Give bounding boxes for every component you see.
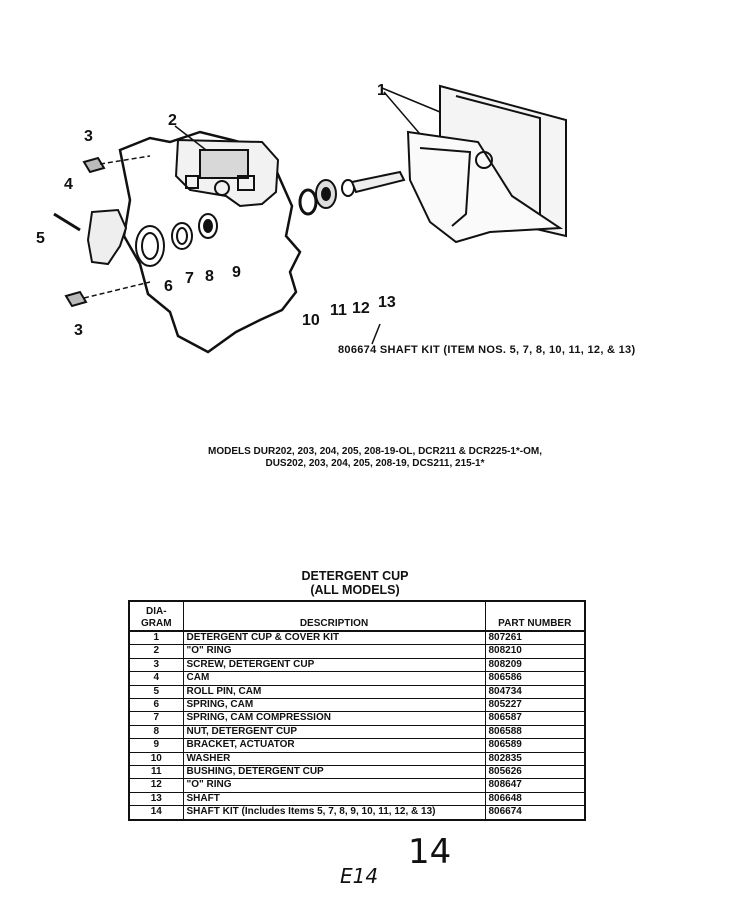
cell-desc: SPRING, CAM COMPRESSION (183, 712, 485, 725)
cell-num: 5 (129, 685, 183, 698)
cell-part: 804734 (485, 685, 585, 698)
cell-desc: CAM (183, 672, 485, 685)
cell-desc: SPRING, CAM (183, 699, 485, 712)
cell-part: 808210 (485, 645, 585, 658)
table-row (129, 699, 585, 712)
cam-part (88, 210, 126, 264)
cell-desc: ROLL PIN, CAM (183, 685, 485, 698)
table-row (129, 806, 585, 820)
table-row (129, 672, 585, 685)
cell-part: 806589 (485, 739, 585, 752)
cell-desc: "O" RING (183, 779, 485, 792)
cell-desc: SCREW, DETERGENT CUP (183, 658, 485, 671)
shaft-kit-note: 806674 SHAFT KIT (ITEM NOS. 5, 7, 8, 10, 11, 12, & 13) (338, 344, 636, 356)
callout-8: 8 (205, 268, 214, 285)
cell-num: 2 (129, 645, 183, 658)
page-code: E14 (340, 864, 379, 888)
cell-desc: BUSHING, DETERGENT CUP (183, 766, 485, 779)
table-row (129, 779, 585, 792)
callout-12: 12 (352, 300, 370, 317)
callout-4: 4 (64, 176, 73, 193)
callout-6: 6 (164, 278, 173, 295)
cell-num: 4 (129, 672, 183, 685)
table-row (129, 645, 585, 658)
screw-lower (66, 292, 86, 306)
table-row (129, 766, 585, 779)
table-row (129, 752, 585, 765)
cell-desc: SHAFT KIT (Includes Items 5, 7, 8, 9, 10, 11, 12, & 13) (183, 806, 485, 820)
cell-desc: WASHER (183, 752, 485, 765)
cell-part: 806648 (485, 792, 585, 805)
cell-num: 10 (129, 752, 183, 765)
cell-desc: DETERGENT CUP & COVER KIT (183, 631, 485, 645)
callout-3-lower: 3 (74, 322, 83, 339)
table-row (129, 725, 585, 738)
cell-part: 805626 (485, 766, 585, 779)
cell-num: 6 (129, 699, 183, 712)
table-row (129, 739, 585, 752)
col-header-part-number: PART NUMBER (485, 601, 585, 631)
callout-5: 5 (36, 230, 45, 247)
cell-desc: NUT, DETERGENT CUP (183, 725, 485, 738)
cell-num: 12 (129, 779, 183, 792)
callout-7: 7 (185, 270, 194, 287)
models-line-1: MODELS DUR202, 203, 204, 205, 208-19-OL, DCR211 & DCR225-1*-OM, (207, 446, 543, 457)
cell-desc: BRACKET, ACTUATOR (183, 739, 485, 752)
col-header-diagram: DIA-GRAM (129, 601, 183, 631)
callout-9: 9 (232, 264, 241, 281)
cell-num: 9 (129, 739, 183, 752)
cell-part: 806587 (485, 712, 585, 725)
callout-13: 13 (378, 294, 396, 311)
table-row (129, 631, 585, 645)
table-row (129, 792, 585, 805)
models-line-2: DUS202, 203, 204, 205, 208-19, DCS211, 215-1* (265, 458, 485, 469)
cell-part: 806588 (485, 725, 585, 738)
compression-spring (172, 223, 192, 249)
cell-part: 802835 (485, 752, 585, 765)
callout-1: 1 (377, 82, 386, 99)
callout-10: 10 (302, 312, 320, 329)
callout-2: 2 (168, 112, 177, 129)
cell-part: 807261 (485, 631, 585, 645)
handwritten-number: 14 (408, 832, 452, 872)
cell-num: 8 (129, 725, 183, 738)
shaft (352, 172, 404, 192)
table-header-row (129, 601, 585, 631)
table-subtitle: (ALL MODELS) (310, 583, 400, 597)
cell-num: 13 (129, 792, 183, 805)
parts-table (128, 600, 586, 821)
cell-part: 808647 (485, 779, 585, 792)
screw-upper (84, 158, 104, 172)
cell-desc: SHAFT (183, 792, 485, 805)
callout-3-upper: 3 (84, 128, 93, 145)
table-row (129, 685, 585, 698)
cell-num: 14 (129, 806, 183, 820)
roll-pin (54, 214, 80, 230)
cell-num: 3 (129, 658, 183, 671)
cell-part: 805227 (485, 699, 585, 712)
cell-num: 7 (129, 712, 183, 725)
cell-desc: "O" RING (183, 645, 485, 658)
table-title: DETERGENT CUP (301, 569, 409, 583)
cell-num: 11 (129, 766, 183, 779)
cell-part: 808209 (485, 658, 585, 671)
washer (300, 190, 316, 214)
cell-part: 806674 (485, 806, 585, 820)
col-header-description: DESCRIPTION (183, 601, 485, 631)
cell-part: 806586 (485, 672, 585, 685)
table-row (129, 658, 585, 671)
callout-11: 11 (330, 302, 347, 319)
table-row (129, 712, 585, 725)
cell-num: 1 (129, 631, 183, 645)
